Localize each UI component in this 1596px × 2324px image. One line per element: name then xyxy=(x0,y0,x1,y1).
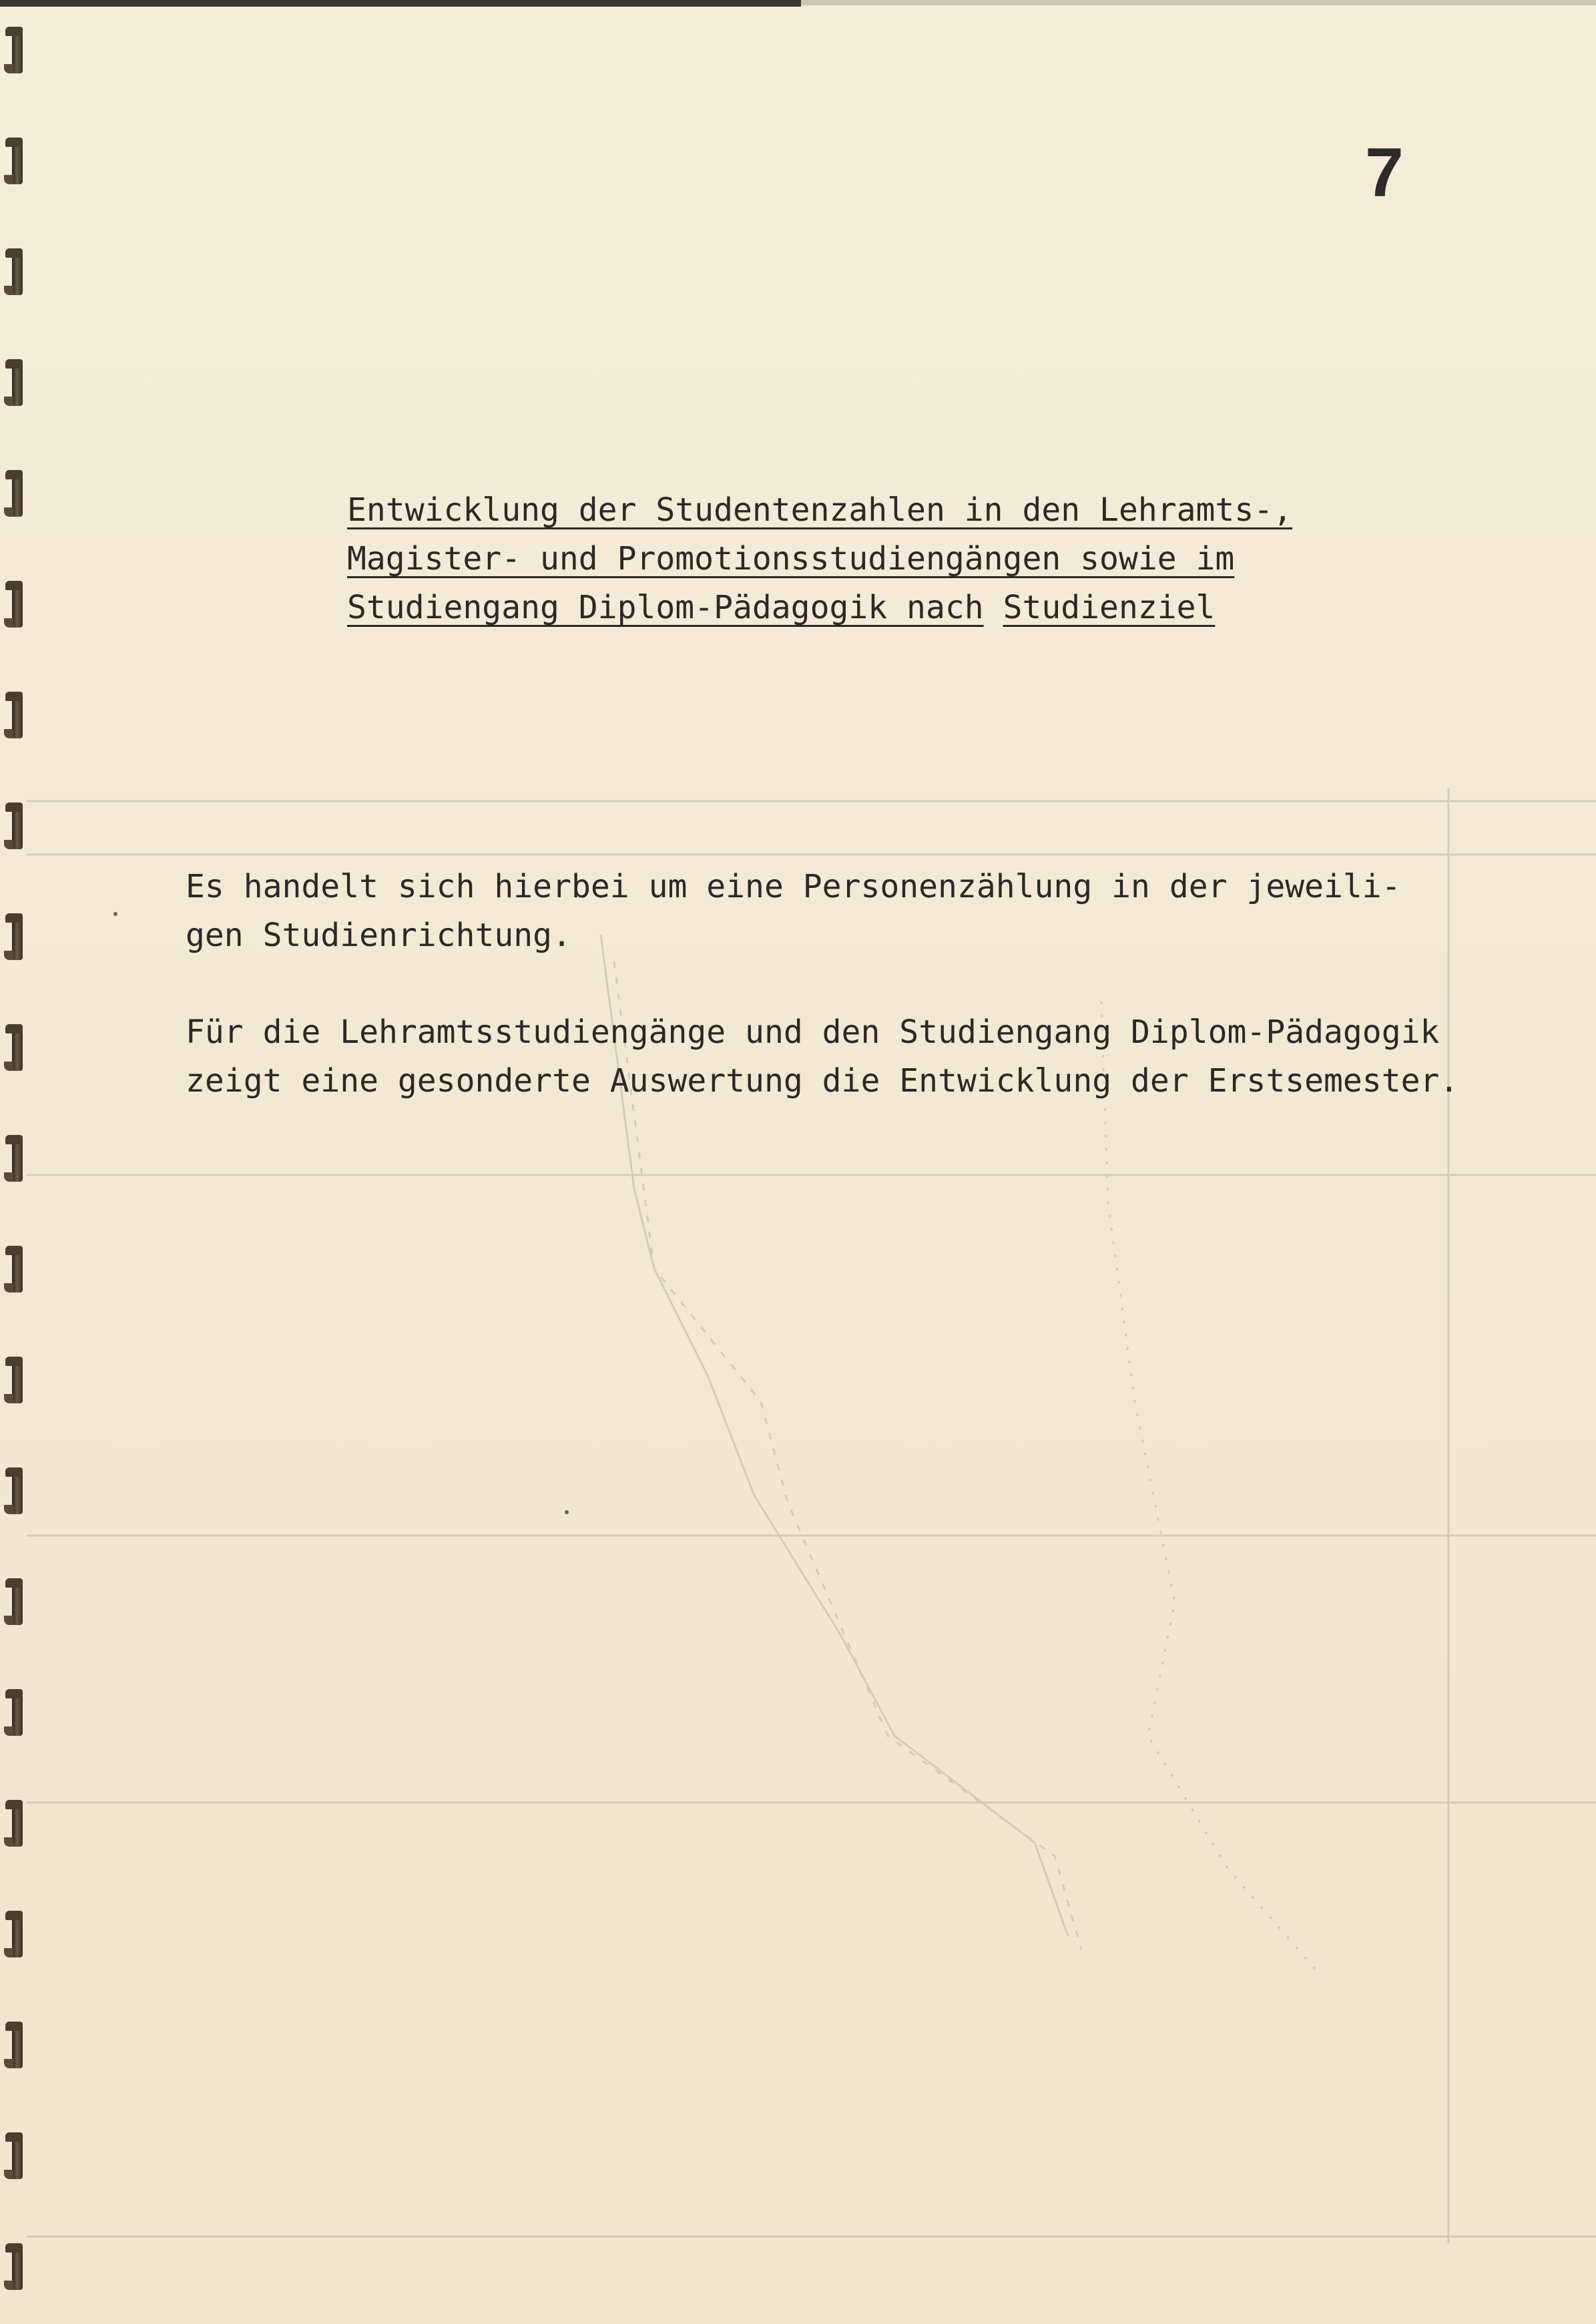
paragraph-2-line-1: Für die Lehramtsstudiengänge und den Studiengang Diplom-Pädagogik xyxy=(186,1013,1440,1051)
title-line-3: Studiengang Diplom-Pädagogik nach Studienziel xyxy=(347,589,1216,626)
page-number: 7 xyxy=(1365,134,1404,212)
paragraph-2 xyxy=(186,1008,1521,1106)
section-title xyxy=(347,486,1388,632)
title-line-1: Entwicklung der Studentenzahlen in den Lehramts-, xyxy=(347,491,1293,529)
paragraph-2-line-2: zeigt eine gesonderte Auswertung die Entwicklung der Erstsemester. xyxy=(186,1062,1459,1100)
paragraph-1 xyxy=(186,863,1521,960)
paragraph-1-line-1: Es handelt sich hierbei um eine Personenzählung in der jeweili- xyxy=(186,868,1401,905)
title-keyword: Studienziel xyxy=(1003,589,1216,626)
title-line-2: Magister- und Promotionsstudiengängen sowie im xyxy=(347,540,1235,577)
paper-speck xyxy=(565,1510,569,1514)
paper-speck xyxy=(113,912,117,916)
paragraph-1-line-2: gen Studienrichtung. xyxy=(186,917,571,954)
